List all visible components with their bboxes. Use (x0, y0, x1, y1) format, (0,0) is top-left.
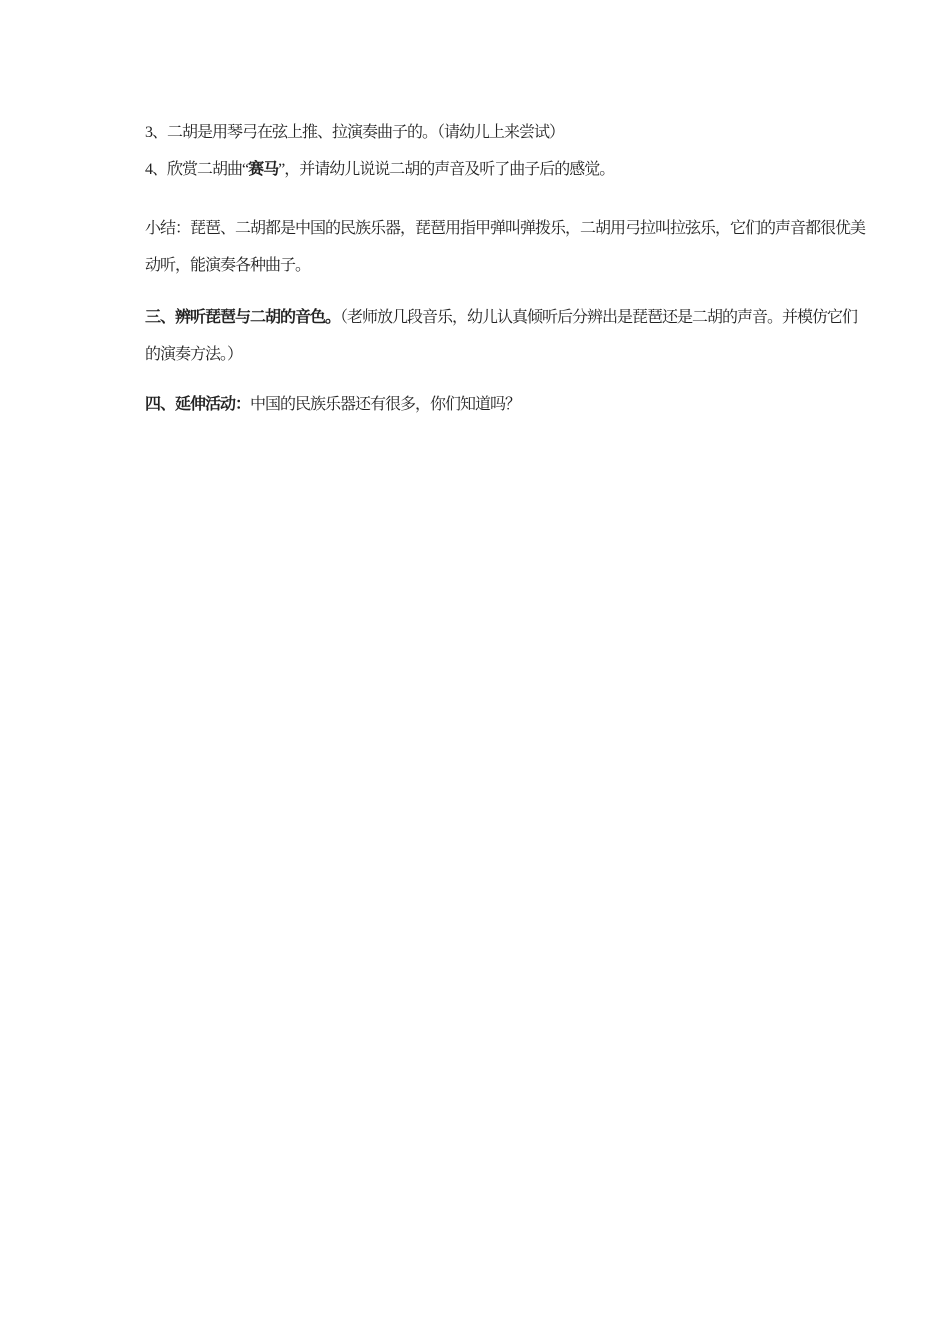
text-segment: 中国的民族乐器还有很多，你们知道吗？ (250, 396, 521, 413)
para-section-four (145, 386, 520, 423)
text-segment: 3、二胡是用琴弓在弦上推、拉演奏曲子的。（请幼儿上来尝试） (145, 124, 565, 141)
para-section-three (145, 299, 857, 373)
bold-text-segment: 赛马 (248, 161, 279, 178)
para-step-3 (145, 114, 564, 151)
text-line (145, 151, 614, 188)
text-line (145, 299, 857, 336)
text-line (145, 386, 520, 423)
text-line (145, 114, 564, 151)
text-segment: 动听，能演奏各种曲子。 (145, 257, 311, 274)
bold-text-segment: 三、辨听琵琶与二胡的音色。 (145, 309, 341, 326)
text-segment: （老师放几段音乐，幼儿认真倾听后分辨出是琵琶还是二胡的声音。并模仿它们 (340, 309, 858, 326)
para-summary (145, 210, 865, 284)
text-line (145, 336, 857, 373)
text-line (145, 247, 865, 284)
text-segment: 的演奏方法。） (145, 346, 243, 363)
text-line (145, 210, 865, 247)
text-segment: ”，并请幼儿说说二胡的声音及听了曲子后的感觉。 (278, 161, 615, 178)
text-segment: 4、欣赏二胡曲“ (145, 161, 249, 178)
para-step-4 (145, 151, 614, 188)
text-segment: 小结：琵琶、二胡都是中国的民族乐器，琵琶用指甲弹叫弹拨乐，二胡用弓拉叫拉弦乐，它们的声音都很优美 (145, 220, 866, 237)
bold-text-segment: 四、延伸活动： (145, 396, 251, 413)
